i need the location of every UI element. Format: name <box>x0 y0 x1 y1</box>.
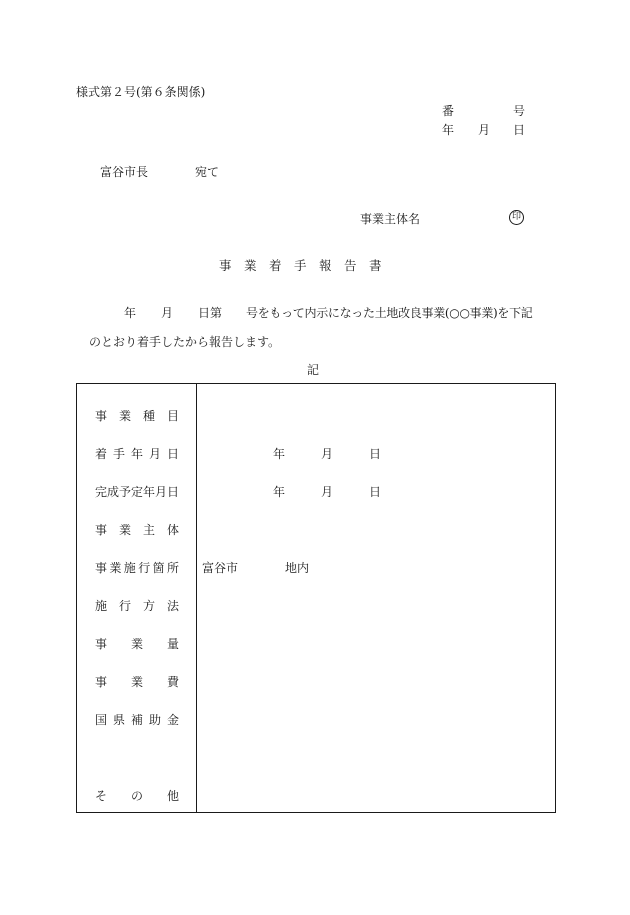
start-date-day: 日 <box>369 447 382 461</box>
column-divider <box>196 384 197 812</box>
date-month-label: 月 <box>478 123 491 137</box>
row-label-quantity: 事業量 <box>95 637 179 651</box>
details-table <box>76 383 556 813</box>
date-year-label: 年 <box>442 123 455 137</box>
completion-date-day: 日 <box>369 485 382 499</box>
start-date-year: 年 <box>273 447 286 461</box>
body-line2: のとおり着手したから報告します。 <box>89 335 281 349</box>
ki-marker: 記 <box>307 363 320 377</box>
addressee-suffix: 宛て <box>195 165 220 179</box>
row-label-cost: 事業費 <box>95 675 179 689</box>
doc-number-label-ban: 番 <box>442 104 455 118</box>
seal-mark: 印 <box>509 210 524 225</box>
row-label-project-entity: 事業主体 <box>95 523 179 537</box>
location-city: 富谷市 <box>202 561 239 575</box>
completion-date-month: 月 <box>321 485 334 499</box>
addressee-name: 富谷市長 <box>100 165 149 179</box>
row-label-other: その他 <box>95 789 179 803</box>
body-year: 年 <box>124 306 137 320</box>
row-label-project-location: 事業施行箇所 <box>95 561 179 575</box>
row-label-planned-completion: 完成予定年月日 <box>95 485 180 499</box>
document-title: 事 業 着 手 報 告 書 <box>219 258 382 273</box>
row-label-start-date: 着手年月日 <box>95 447 179 461</box>
start-date-month: 月 <box>321 447 334 461</box>
form-number: 様式第２号(第６条関係) <box>76 85 206 99</box>
completion-date-year: 年 <box>273 485 286 499</box>
body-line1-rest: 号をもって内示になった土地改良事業(○○事業)を下記 <box>246 306 533 320</box>
row-label-project-type: 事業種目 <box>95 409 179 423</box>
row-label-method: 施行方法 <box>95 599 179 613</box>
body-day-no: 日第 <box>198 306 223 320</box>
body-month: 月 <box>161 306 174 320</box>
doc-number-label-go: 号 <box>513 104 526 118</box>
location-area: 地内 <box>285 561 310 575</box>
date-day-label: 日 <box>513 123 526 137</box>
row-label-subsidy: 国県補助金 <box>95 713 179 727</box>
applicant-name-label: 事業主体名 <box>360 212 421 226</box>
